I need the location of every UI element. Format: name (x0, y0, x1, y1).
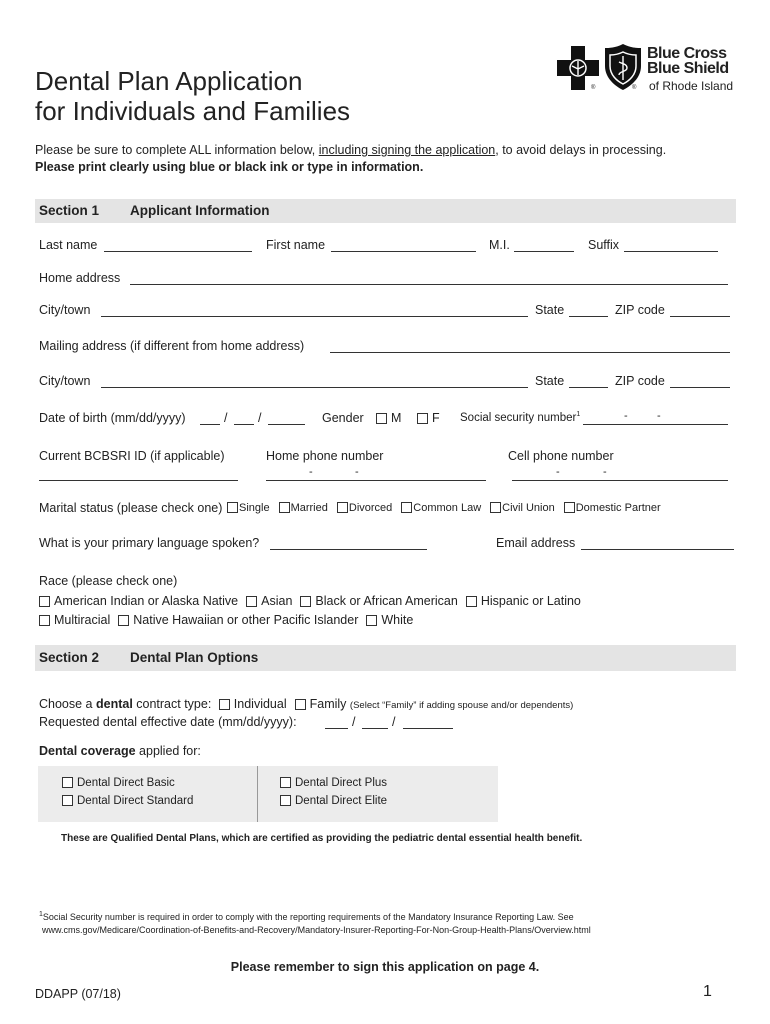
zip-label: ZIP code (615, 303, 665, 317)
mailing-city-field[interactable] (101, 387, 528, 388)
checkbox[interactable] (337, 502, 348, 513)
marital-status-label: Marital status (please check one) (39, 501, 223, 515)
bcbsri-id-field[interactable] (39, 480, 238, 481)
race-label: Race (please check one) (39, 574, 178, 588)
dob-slash: / (258, 411, 262, 425)
race-option-white[interactable]: White (366, 613, 413, 627)
checkbox[interactable] (490, 502, 501, 513)
first-name-field[interactable] (331, 251, 476, 252)
primary-language-field[interactable] (270, 549, 427, 550)
race-option-black[interactable]: Black or African American (300, 594, 457, 608)
state-field[interactable] (569, 316, 608, 317)
contract-family-option[interactable]: Family (295, 697, 347, 711)
plan-dental-direct-basic[interactable]: Dental Direct Basic (62, 777, 175, 789)
logo-subtitle: of Rhode Island (649, 79, 734, 93)
mi-label: M.I. (489, 238, 510, 252)
home-phone-dash: - (309, 466, 313, 478)
section1-header: Section 1 Applicant Information (35, 199, 736, 223)
marital-options (227, 502, 661, 514)
plan-dental-direct-plus[interactable]: Dental Direct Plus (280, 777, 387, 789)
city-label: City/town (39, 303, 91, 317)
mailing-city-label: City/town (39, 374, 91, 388)
last-name-field[interactable] (104, 251, 252, 252)
blue-shield-logo-icon (605, 44, 641, 90)
date-slash: / (352, 715, 356, 729)
contract-type-row: Choose a dental contract type: Individual Family (Select “Family” if adding spouse and/or dependents) (39, 697, 574, 711)
cell-phone-dash: - (603, 466, 607, 478)
email-label: Email address (496, 536, 576, 550)
home-address-label: Home address (39, 271, 121, 285)
checkbox[interactable] (564, 502, 575, 513)
checkbox[interactable] (417, 413, 428, 424)
race-option-native-hawaiian[interactable]: Native Hawaiian or other Pacific Islander (118, 613, 358, 627)
state-label: State (535, 303, 565, 317)
checkbox[interactable] (62, 777, 73, 788)
effective-date-label: Requested dental effective date (mm/dd/yyyy): (39, 715, 297, 729)
logo-wordmark: Blue Cross Blue Shield (647, 45, 729, 77)
checkbox[interactable] (366, 615, 377, 626)
marital-option-common-law[interactable]: Common Law (401, 502, 481, 514)
effective-day-field[interactable] (362, 728, 388, 729)
cell-phone-label: Cell phone number (508, 449, 614, 463)
coverage-divider (257, 766, 258, 822)
checkbox[interactable] (401, 502, 412, 513)
email-field[interactable] (581, 549, 734, 550)
marital-option-married[interactable]: Married (279, 502, 328, 514)
cell-phone-field[interactable] (512, 480, 728, 481)
race-option-multiracial[interactable]: Multiracial (39, 613, 110, 627)
gender-label: Gender (322, 411, 364, 425)
page-number: 1 (703, 983, 712, 1000)
dob-label: Date of birth (mm/dd/yyyy) (39, 411, 186, 425)
intro-text: Please be sure to complete ALL information below, including signing the application, to avoid delays in processing. (35, 143, 667, 157)
checkbox[interactable] (279, 502, 290, 513)
registered-mark: ® (632, 85, 637, 91)
checkbox[interactable] (300, 596, 311, 607)
intro-bold-text: Please print clearly using blue or black ink or type in information. (35, 160, 424, 174)
dob-year-field[interactable] (268, 424, 305, 425)
race-row-1 (39, 594, 581, 608)
checkbox[interactable] (280, 795, 291, 806)
ssn-label: Social security number$^1$ (460, 411, 581, 424)
suffix-label: Suffix (588, 238, 620, 252)
ssn-dash: - (624, 410, 628, 422)
cell-phone-dash: - (556, 466, 560, 478)
dental-coverage-label: Dental coverage applied for: (39, 744, 201, 758)
suffix-field[interactable] (624, 251, 718, 252)
mailing-zip-field[interactable] (670, 387, 730, 388)
coverage-options-box (38, 766, 498, 822)
effective-month-field[interactable] (325, 728, 348, 729)
form-code: DDAPP (07/18) (35, 987, 121, 1001)
sign-reminder: Please remember to sign this application on page 4. (230, 960, 540, 974)
race-option-hispanic[interactable]: Hispanic or Latino (466, 594, 581, 608)
checkbox[interactable] (118, 615, 129, 626)
dob-month-field[interactable] (200, 424, 220, 425)
home-address-field[interactable] (130, 284, 728, 285)
city-field[interactable] (101, 316, 528, 317)
marital-option-single[interactable]: Single (227, 502, 270, 514)
footnote: $^1$Social Security number is required in order to comply with the reporting requirements of the Mandatory Insurance Reporting Law. See www.cms.gov/Medicare/Coordination-of-Benefits-and-Recovery/Mandatory-Insurer-Reporting-For-Non-Group-Health-Plans/Overview.html (39, 911, 591, 935)
ssn-dash: - (657, 410, 661, 422)
page-title: Dental Plan Application for Individuals and Families (35, 66, 351, 126)
checkbox[interactable] (246, 596, 257, 607)
marital-option-divorced[interactable]: Divorced (337, 502, 392, 514)
checkbox[interactable] (39, 596, 50, 607)
mailing-state-field[interactable] (569, 387, 608, 388)
checkbox[interactable] (227, 502, 238, 513)
marital-option-domestic-partner[interactable]: Domestic Partner (564, 502, 661, 514)
bcbsri-id-label: Current BCBSRI ID (if applicable) (39, 449, 225, 463)
home-phone-label: Home phone number (266, 449, 384, 463)
gender-male-option[interactable]: M (376, 411, 401, 425)
home-phone-field[interactable] (266, 480, 486, 481)
mailing-zip-label: ZIP code (615, 374, 665, 388)
primary-language-label: What is your primary language spoken? (39, 536, 260, 550)
checkbox[interactable] (376, 413, 387, 424)
section2-header: Section 2 Dental Plan Options (35, 645, 736, 671)
last-name-label: Last name (39, 238, 98, 252)
qualified-plans-note: These are Qualified Dental Plans, which are certified as providing the pediatric dental essential health benefit. (61, 833, 583, 844)
ssn-field[interactable] (583, 424, 728, 425)
contract-individual-option[interactable]: Individual (219, 697, 287, 711)
checkbox[interactable] (39, 615, 50, 626)
plan-dental-direct-standard[interactable]: Dental Direct Standard (62, 795, 193, 807)
marital-option-civil-union[interactable]: Civil Union (490, 502, 555, 514)
dob-slash: / (224, 411, 228, 425)
first-name-label: First name (266, 238, 326, 252)
plan-dental-direct-elite[interactable]: Dental Direct Elite (280, 795, 387, 807)
family-note: (Select “Family” if adding spouse and/or dependents) (349, 700, 574, 711)
checkbox[interactable] (219, 699, 230, 710)
zip-field[interactable] (670, 316, 730, 317)
checkbox[interactable] (466, 596, 477, 607)
marital-status-row (39, 501, 228, 515)
checkbox[interactable] (295, 699, 306, 710)
mi-field[interactable] (514, 251, 574, 252)
home-phone-dash: - (355, 466, 359, 478)
dob-day-field[interactable] (234, 424, 254, 425)
mailing-address-label: Mailing address (if different from home address) (39, 339, 305, 353)
mailing-address-field[interactable] (330, 352, 730, 353)
registered-mark: ® (591, 85, 596, 91)
effective-year-field[interactable] (403, 728, 453, 729)
checkbox[interactable] (280, 777, 291, 788)
gender-female-option[interactable]: F (417, 411, 440, 425)
blue-cross-logo-icon (557, 46, 599, 90)
race-option-asian[interactable]: Asian (246, 594, 292, 608)
date-slash: / (392, 715, 396, 729)
race-option-american-indian[interactable]: American Indian or Alaska Native (39, 594, 238, 608)
mailing-state-label: State (535, 374, 565, 388)
race-row-2 (39, 613, 413, 627)
checkbox[interactable] (62, 795, 73, 806)
